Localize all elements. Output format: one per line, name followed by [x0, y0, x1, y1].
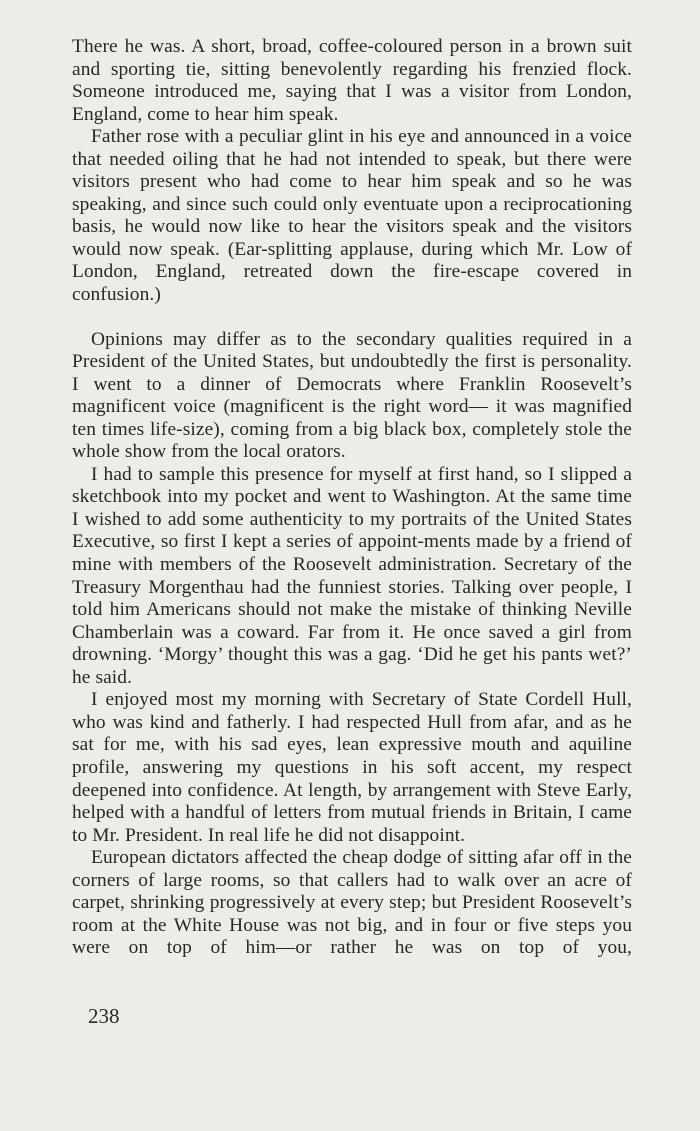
paragraph-father-speech: Father rose with a peculiar glint in his eye and announced in a voice that needed oiling that he had not intended to speak, but there were visitors present who had come to hear him speak and so he was speaking, and since such could only eventuate upon a reciprocationing basis, he would now like to hear the visitors speak and the visitors would now speak. (Ear-splitting applause, during which Mr. Low of London, England, retreated down the fire-escape covered in confusion.) [72, 126, 632, 306]
section-break [72, 307, 632, 329]
paragraph-washington: I had to sample this presence for myself at first hand, so I slipped a sketchbook into my pocket and went to Washington. At the same time I wished to add some authenticity to my portraits of the United States Executive, so first I kept a series of appoint-ments made by a friend of mine with members of the Roosevelt administration. Secretary of the Treasury Morgenthau had the funniest stories. Talking over people, I told him Americans should not make the mistake of thinking Neville Chamberlain was a coward. Far from it. He once saved a girl from drowning. ‘Morgy’ thought this was a gag. ‘Did he get his pants wet?’ he said. [72, 463, 632, 688]
paragraph-cordell-hull: I enjoyed most my morning with Secretary of State Cordell Hull, who was kind and fatherly. I had respected Hull from afar, and as he sat for me, with his sad eyes, lean expressive mouth and aquiline profile, answering my questions in his soft accent, my respect deepened into confidence. At length, by arrangement with Steve Early, helped with a handful of letters from mutual friends in Britain, I came to Mr. President. In real life he did not disappoint. [72, 689, 632, 846]
paragraph-opinions: Opinions may differ as to the secondary qualities required in a President of the United States, but undoubtedly the first is personality. I went to a dinner of Democrats where Franklin Roosevelt’s magnificent voice (magnificent is the right word— it was magnified ten times life-size), coming from a big black box, completely stole the whole show from the local orators. [72, 328, 632, 463]
page-number: 238 [88, 1004, 120, 1028]
paragraph-dictators: European dictators affected the cheap dodge of sitting afar off in the corners of large rooms, so that callers had to walk over an acre of carpet, shrinking progressively at every step; but President Roosevelt’s room at the White House was not big, and in four or five steps you were on top of him—or rather he was on top of you, [72, 847, 632, 959]
body-text [72, 36, 632, 960]
paragraph-arrival: There he was. A short, broad, coffee-coloured person in a brown suit and sporting tie, sitting benevolently regarding his frenzied flock. Someone introduced me, saying that I was a visitor from London, England, come to hear him speak. [72, 36, 632, 125]
